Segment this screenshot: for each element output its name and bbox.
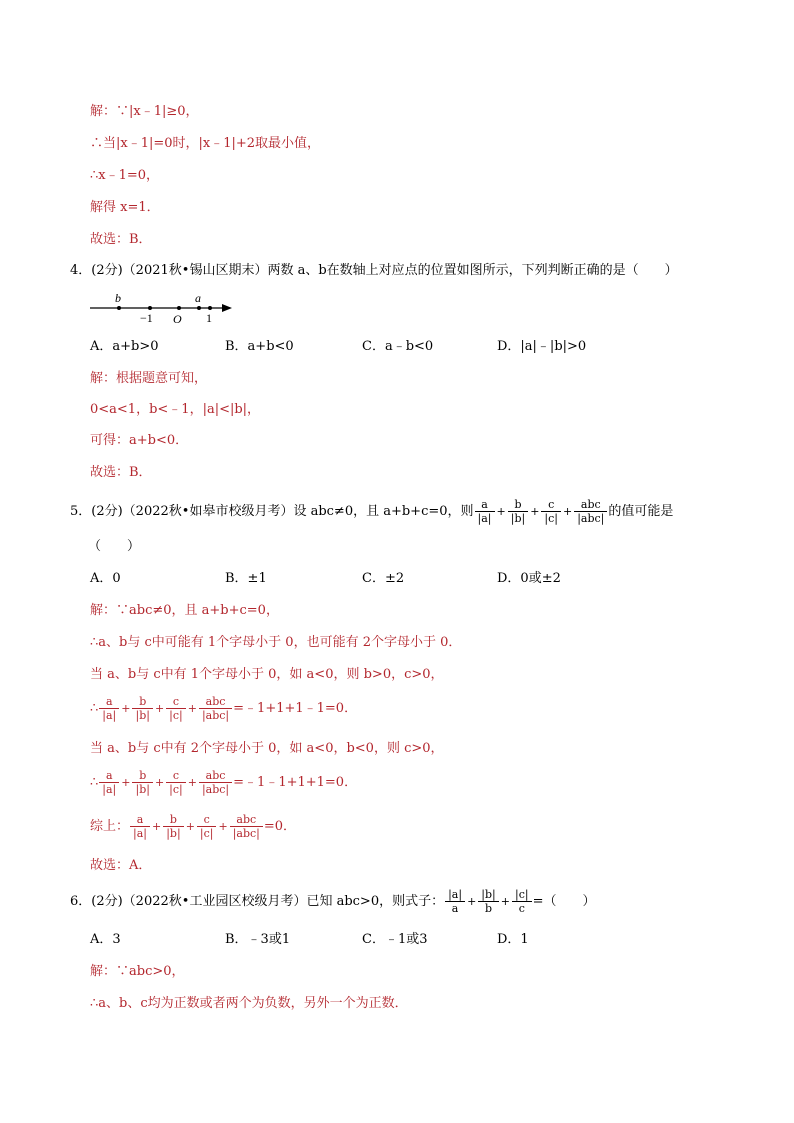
label-b: b [115,291,121,305]
q5-solution-line-4: 当 a、b与 c中有 2个字母小于 0，如 a<0，b<0，则 c>0， [90,741,444,756]
fraction-abs-a-over-a: $\frac{|a|}{a}$ [445,888,465,915]
q6-option-d: D．1 [497,932,529,947]
q6-stem-prefix: 6．(2分)（2022秋•工业园区校级月考）已知 abc>0，则式子： [70,894,445,909]
q3-solution-line-2: ∴当|x﹣1|=0时，|x﹣1|+2取最小值， [90,136,321,151]
fraction-abs-c-over-c: $\frac{|c|}{c}$ [512,888,532,915]
label-one: 1 [206,311,212,325]
q6-stem: 6．(2分)（2022秋•工业园区校级月考）已知 abc>0，则式子： $\frac{|a|}{a}$ + $\frac{|b|}{b}$ + $\frac{|c|}{c}$ =（ ） [70,888,596,915]
q6-option-b: B．﹣3或1 [225,932,291,947]
fraction-a-over-abs-a: $\frac{a}{|a|}$ [475,498,495,525]
q5-option-c: C．±2 [362,571,405,586]
number-line-arrow [222,304,232,312]
q3-solution-line-3: ∴x﹣1=0， [90,168,160,183]
q4-solution-answer: 故选：B． [90,465,152,480]
q5-stem-prefix: 5．(2分)（2022秋•如皋市校级月考）设 abc≠0，且 a+b+c=0，则 [70,504,474,519]
q5-stem: 5．(2分)（2022秋•如皋市校级月考）设 abc≠0，且 a+b+c=0，则 $\frac{a}{|a|}$ + $\frac{b}{|b|}$ + $\frac{c}{|c|}$ + $\frac{\text{abc}}{\text{|abc|}}$ 的值可能是 [70,498,674,525]
fraction-b-over-abs-b: $\frac{b}{|b|}$ [508,498,528,525]
label-a: a [195,291,201,305]
label-minus-one: −1 [140,311,153,325]
fraction-c-over-abs-c: $\frac{c}{|c|}$ [541,498,561,525]
q4-option-c: C．a﹣b<0 [362,339,434,354]
q3-solution-answer: 故选：B． [90,232,152,247]
point-origin [177,306,181,310]
point-a [197,306,201,310]
q5-solution-line-1: 解：∵abc≠0，且 a+b+c=0， [90,603,279,618]
q5-solution-answer: 故选：A． [90,858,152,873]
q6-solution-line-1: 解：∵abc>0， [90,964,185,979]
q5-equation-1: ∴ $\frac{a}{|a|}$ + $\frac{b}{|b|}$ + $\frac{c}{|c|}$ + $\frac{\text{abc}}{\text{|abc|}}$ =﹣1+1+1﹣1=0． [90,695,358,722]
q5-option-a: A．0 [90,571,121,586]
q4-stem: 4．(2分)（2021秋•锡山区期末）两数 a、b在数轴上对应点的位置如图所示，下列判断正确的是（ ） [70,263,678,278]
q5-equation-2: ∴ $\frac{a}{|a|}$ + $\frac{b}{|b|}$ + $\frac{c}{|c|}$ + $\frac{\text{abc}}{\text{|abc|}}$ =﹣1﹣1+1+1=0． [90,769,358,796]
q4-option-a: A．a+b>0 [90,339,159,354]
q5-stem-suffix: 的值可能是 [608,504,674,519]
q3-solution-line-4: 解得 x=1． [90,200,160,215]
q4-solution-line-1: 解：根据题意可知， [90,371,208,386]
q6-option-a: A．3 [90,932,121,947]
q4-solution-line-2: 0<a<1，b<﹣1，|a|<|b|， [90,402,261,417]
fraction-abc-over-abs-abc: $\frac{\text{abc}}{\text{|abc|}}$ [574,498,607,525]
q5-option-b: B．±1 [225,571,267,586]
number-line-figure [88,290,238,326]
q6-solution-line-2: ∴a、b、c均为正数或者两个为负数，另外一个为正数． [90,996,408,1011]
fraction-abs-b-over-b: $\frac{|b|}{b}$ [478,888,498,915]
q6-option-c: C．﹣1或3 [362,932,428,947]
q5-option-d: D．0或±2 [497,571,561,586]
q5-solution-line-2: ∴a、b与 c中可能有 1个字母小于 0，也可能有 2个字母小于 0． [90,635,462,650]
q3-solution-line-1: 解：∵|x﹣1|≥0， [90,104,199,119]
point-minus-one [148,306,152,310]
q5-summary: 综上： $\frac{a}{|a|}$ + $\frac{b}{|b|}$ + $\frac{c}{|c|}$ + $\frac{\text{abc}}{\text{|abc|}}$ =0． [90,813,297,840]
point-b [117,306,121,310]
q6-stem-suffix: =（ ） [532,894,596,909]
q5-answer-blank: （ ） [88,539,141,554]
q5-solution-line-3: 当 a、b与 c中有 1个字母小于 0，如 a<0，则 b>0，c>0， [90,667,444,682]
q4-option-d: D．|a|﹣|b|>0 [497,339,587,354]
label-origin: O [173,312,182,326]
q4-solution-line-3: 可得：a+b<0． [90,433,189,448]
point-one [208,306,212,310]
q4-option-b: B．a+b<0 [225,339,294,354]
